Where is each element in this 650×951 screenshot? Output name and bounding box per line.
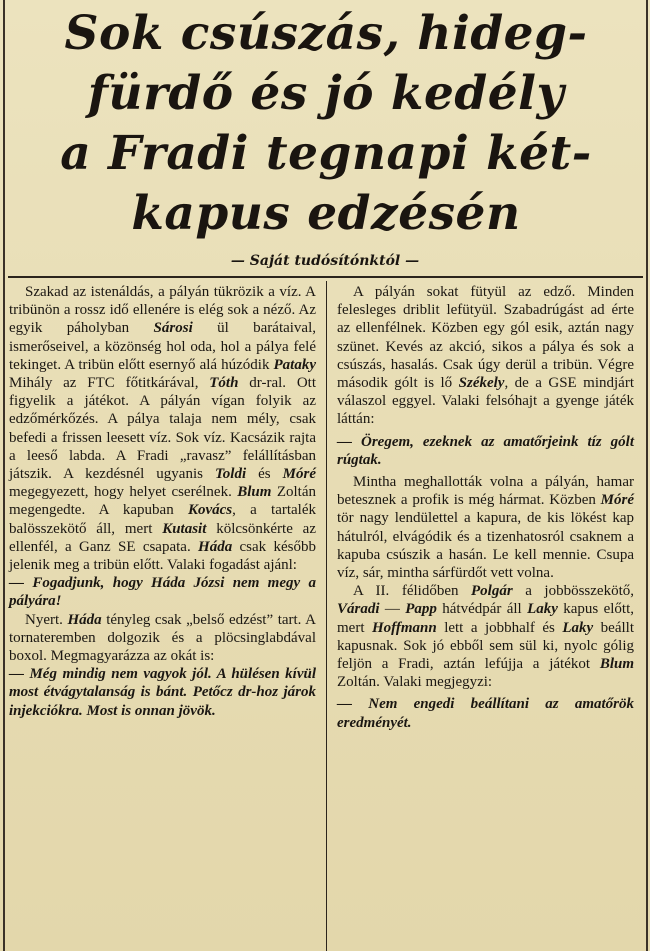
headline-line: a Fradi tegnapi két- [60, 126, 592, 181]
headline-divider [8, 276, 643, 278]
headline-line: kapus edzésén [131, 186, 521, 241]
article-headline [12, 4, 640, 244]
byline: — Saját tudósítónktól — [230, 253, 420, 269]
quote: — Fogadjunk, hogy Háda Józsi nem megy a pályára! [9, 575, 316, 610]
left-border-rule [3, 0, 5, 951]
right-border-rule [646, 0, 648, 951]
left-column [9, 283, 316, 720]
right-column [337, 283, 634, 732]
paragraph: A pályán sokat fütyül az edző. Minden felesleges driblit lefütyül. Szabadrúgást ad érte az ellenfélnek. Közben egy gól esik, aztán nagy szünet. Kevés az akció, sikos a pálya és sok a csúszás, hasalás. Csak úgy derül a tribün. Végre második gólt is lő Székely, de a GSE mindjárt válaszol eggyel. Valaki felsóhajt a gyenge játék láttán: [337, 284, 634, 428]
paragraph: A II. félidőben Polgár a jobbösszekötő, Váradi — Papp hátvédpár áll Laky kapus előtt, mert Hoffmann lett a jobbhalf és Laky beállt kapusnak. Sok jó ebből sem sül ki, nyolc gólig feljön a Fradi, aztán lefújja a játékot Blum Zoltán. Valaki megjegyzi: [337, 583, 635, 691]
paragraph: Mintha meghallották volna a pályán, hamar betesznek a profik is még hármat. Közben Móré tör nagy lendülettel a kapura, de kis lökést kap hátulról, elvágódik és a tizenhatosról csaknem a kapuba csúszik a hasán. Le kell mennie. Csupa víz, sár, mintha sárfürdőt vett volna. [337, 474, 634, 582]
headline-line: fürdő és jó kedély [87, 66, 565, 121]
quote: — Még mindig nem vagyok jól. A hülésen kívül most étvágytalanság is bánt. Petőcz dr-hoz járok injekciókra. Most is onnan jövök. [9, 666, 316, 719]
quote: — Öregem, ezeknek az amatőrjeink tíz gólt rúgtak. [337, 433, 634, 468]
headline-line: Sok csúszás, hideg- [64, 6, 588, 61]
paragraph: Szakad az istenáldás, a pályán tükrözik a víz. A tribünön a rossz idő ellenére is elég sok a néző. Az egyik páholyban Sárosi ül barátaival, ismerőseivel, a közönség hol oda, hol a pálya felé tekinget. A tribün előtt esernyő alá húzódik Pataky Mihály az FTC főtitkárával, Tóth dr-ral. Ott figyelik a játékot. A pályán vígan folyik az edzőmérkőzés. A pálya talaja nem mély, csak befedi a frissen leesett víz. Sok víz. Kacsázik rajta a leeső labda. A Fradi „ravasz” felállításban játszik. A kezdésnél ugyanis Toldi és Móré megegyezett, hogy helyet cserélnek. Blum Zoltán megengedte. A kapuban Kovács, a tartalék balösszekötő áll, mert Kutasit kölcsönkérte az ellenfél, a Ganz SE csapata. Háda csak később jelenik meg a tribün előtt. Valaki fogadást ajánl: [9, 284, 317, 574]
column-separator [326, 281, 327, 951]
quote: — Nem engedi beállítani az amatőrök eredményét. [337, 696, 634, 731]
paragraph: Nyert. Háda tényleg csak „belső edzést” tart. A tornateremben dolgozik és a plöcsinglabdával boxol. Megmagyarázza az okát is: [9, 611, 316, 665]
